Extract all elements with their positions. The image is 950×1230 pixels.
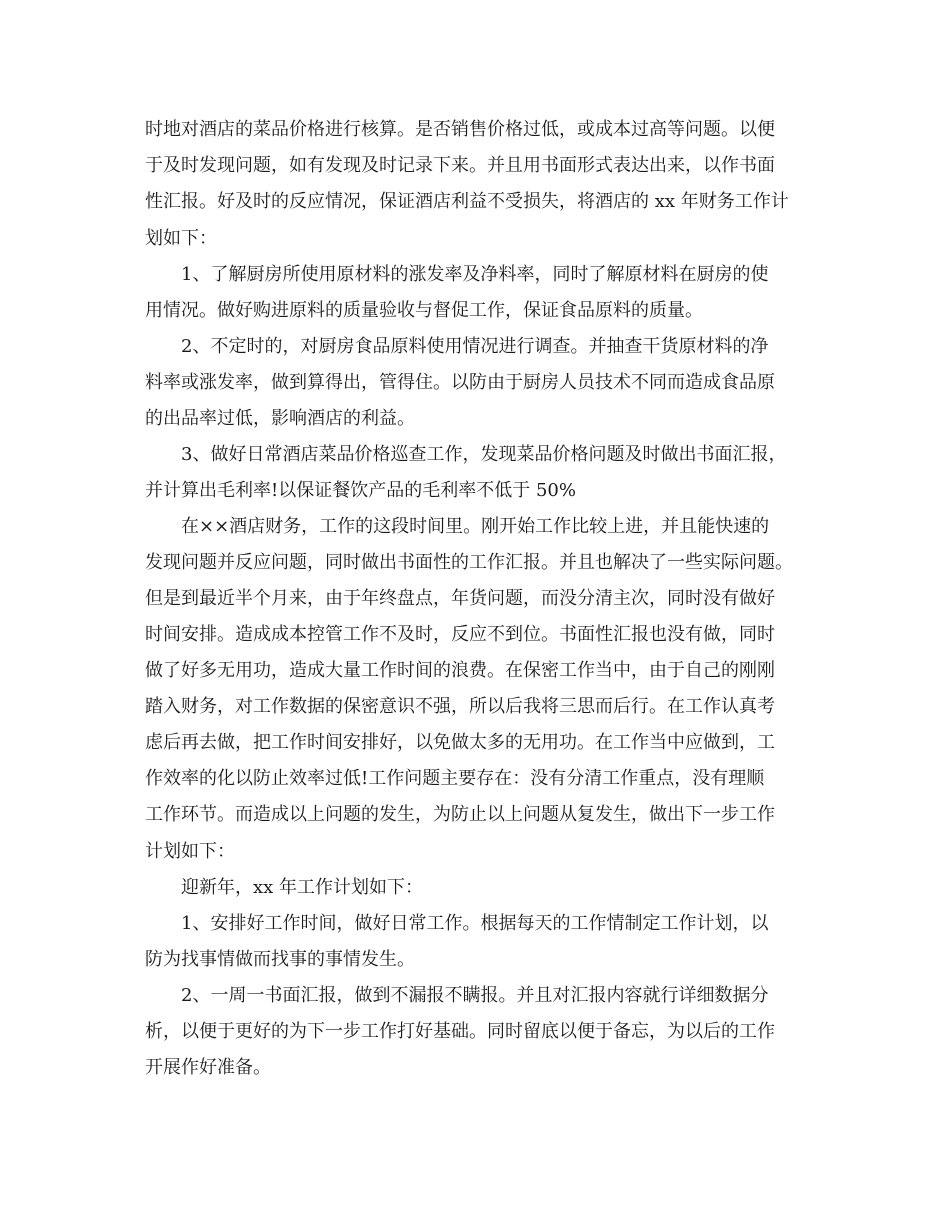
text-line: 工作环节。而造成以上问题的发生，为防止以上问题从复发生，做出下一步工作: [145, 804, 775, 825]
text-line: 踏入财务，对工作数据的保密意识不强，所以后我将三思而后行。在工作认真考: [145, 696, 775, 717]
text-line: 做了好多无用功，造成大量工作时间的浪费。在保密工作当中，由于自己的刚刚: [145, 660, 775, 681]
text-line: 用情况。做好购进原料的质量验收与督促工作，保证食品原料的质量。: [145, 300, 703, 321]
text-line: 的出品率过低，影响酒店的利益。: [145, 408, 415, 429]
text-line: 1、了解厨房所使用原材料的涨发率及净料率，同时了解原材料在厨房的使: [181, 264, 769, 285]
text-line: 迎新年，xx 年工作计划如下：: [181, 877, 424, 898]
text-line: 性汇报。好及时的反应情况，保证酒店利益不受损失，将酒店的 xx 年财务工作计: [145, 191, 789, 212]
text-line: 开展作好准备。: [145, 1057, 271, 1078]
text-line: 并计算出毛利率!以保证餐饮产品的毛利率不低于 50%: [145, 480, 576, 501]
text-line: 防为找事情做而找事的事情发生。: [145, 949, 415, 970]
text-line: 析，以便于更好的为下一步工作打好基础。同时留底以便于备忘，为以后的工作: [145, 1021, 775, 1042]
text-line: 在××酒店财务，工作的这段时间里。刚开始工作比较上进，并且能快速的: [181, 516, 770, 537]
text-line: 3、做好日常酒店菜品价格巡查工作，发现菜品价格问题及时做出书面汇报，: [181, 444, 787, 465]
text-line: 时地对酒店的菜品价格进行核算。是否销售价格过低，或成本过高等问题。以便: [145, 119, 775, 140]
text-line: 虑后再去做，把工作时间安排好，以免做太多的无用功。在工作当中应做到，工: [145, 732, 775, 753]
text-line: 2、一周一书面汇报，做到不漏报不瞒报。并且对汇报内容就行详细数据分: [181, 985, 769, 1006]
text-line: 发现问题并反应问题，同时做出书面性的工作汇报。并且也解决了一些实际问题。: [145, 552, 793, 573]
text-line: 时间安排。造成成本控管工作不及时，反应不到位。书面性汇报也没有做，同时: [145, 624, 775, 645]
text-line: 1、安排好工作时间，做好日常工作。根据每天的工作情制定工作计划，以: [181, 913, 769, 934]
text-line: 划如下：: [145, 228, 217, 249]
text-line: 作效率的化以防止效率过低!工作问题主要存在：没有分清工作重点，没有理顺: [145, 768, 765, 789]
text-line: 料率或涨发率，做到算得出，管得住。以防由于厨房人员技术不同而造成食品原: [145, 372, 775, 393]
text-line: 但是到最近半个月来，由于年终盘点，年货问题，而没分清主次，同时没有做好: [145, 588, 775, 609]
text-line: 2、不定时的，对厨房食品原料使用情况进行调查。并抽查干货原材料的净: [181, 336, 769, 357]
text-line: 计划如下：: [145, 841, 235, 862]
text-line: 于及时发现问题，如有发现及时记录下来。并且用书面形式表达出来，以作书面: [145, 155, 775, 176]
